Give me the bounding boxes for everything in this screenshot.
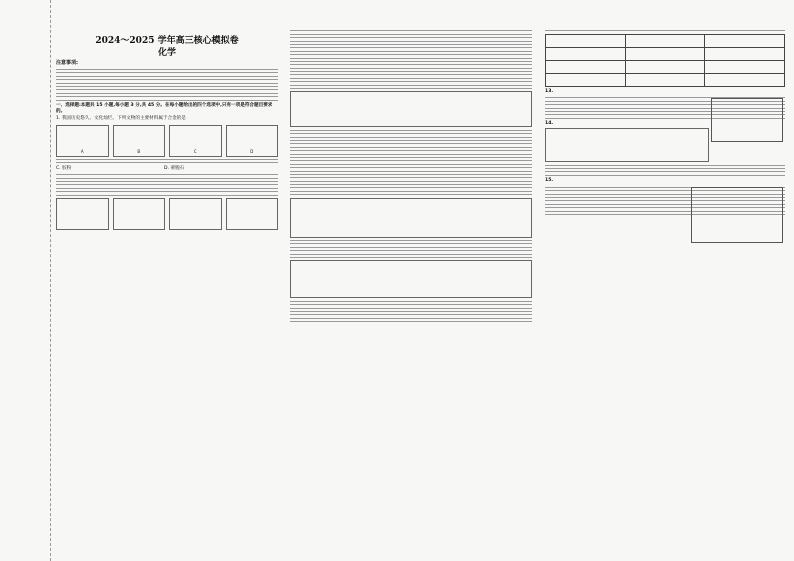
column-1 xyxy=(56,28,278,533)
process-flow-diagram xyxy=(290,260,532,298)
q2-option-d: D. 蒙脱石 xyxy=(164,165,185,171)
exam-subject: 化学 xyxy=(157,48,176,59)
column-2-text-top xyxy=(290,30,532,89)
q1-option-b: B xyxy=(113,125,166,157)
section1-heading: 一、选择题:本题共 15 小题,每小题 3 分,共 45 分。在每小题给出的四个选项中,只有一项是符合题目要求的。 xyxy=(56,102,273,115)
column-3 xyxy=(545,28,785,533)
q1-option-c: C xyxy=(169,125,222,157)
notice-heading: 注意事项: xyxy=(56,60,78,67)
apparatus-2 xyxy=(113,198,166,230)
q1-answer-lines xyxy=(56,159,278,163)
column-2 xyxy=(290,28,532,533)
apparatus-3 xyxy=(169,198,222,230)
exam-title: 2024～2025 学年高三核心模拟卷 xyxy=(95,36,239,46)
q13-number: 13. xyxy=(545,88,554,94)
q4-apparatus xyxy=(56,198,278,230)
experiment-table xyxy=(545,34,785,87)
binding-margin xyxy=(0,0,51,561)
q15-distribution-graph xyxy=(691,187,783,243)
q2-options xyxy=(56,166,278,172)
electrolysis-diagram xyxy=(545,128,709,162)
apparatus-1 xyxy=(56,198,109,230)
column-2-text-bottom xyxy=(290,301,532,322)
q14-text xyxy=(545,165,785,176)
notice-lines xyxy=(56,69,278,101)
q14-number: 14. xyxy=(545,121,554,127)
column-2-text-middle xyxy=(290,130,532,195)
q3-lines xyxy=(56,174,278,195)
q13-graph xyxy=(711,98,783,142)
apparatus-4 xyxy=(226,198,279,230)
q15-number: 15. xyxy=(545,178,554,184)
structure-diagram xyxy=(290,91,532,127)
reaction-cycle-diagram xyxy=(290,198,532,238)
q1-option-a: A xyxy=(56,125,109,157)
q1-stem: 1. 我国历史悠久、文化灿烂。下列文物的主要材料属于合金的是 xyxy=(56,116,186,122)
q1-images xyxy=(56,125,278,157)
q1-option-d: D xyxy=(226,125,279,157)
column-2-text-lower xyxy=(290,240,532,258)
column-3-text-top xyxy=(545,30,785,31)
q2-option-c: C. 胶粉 xyxy=(56,165,72,171)
